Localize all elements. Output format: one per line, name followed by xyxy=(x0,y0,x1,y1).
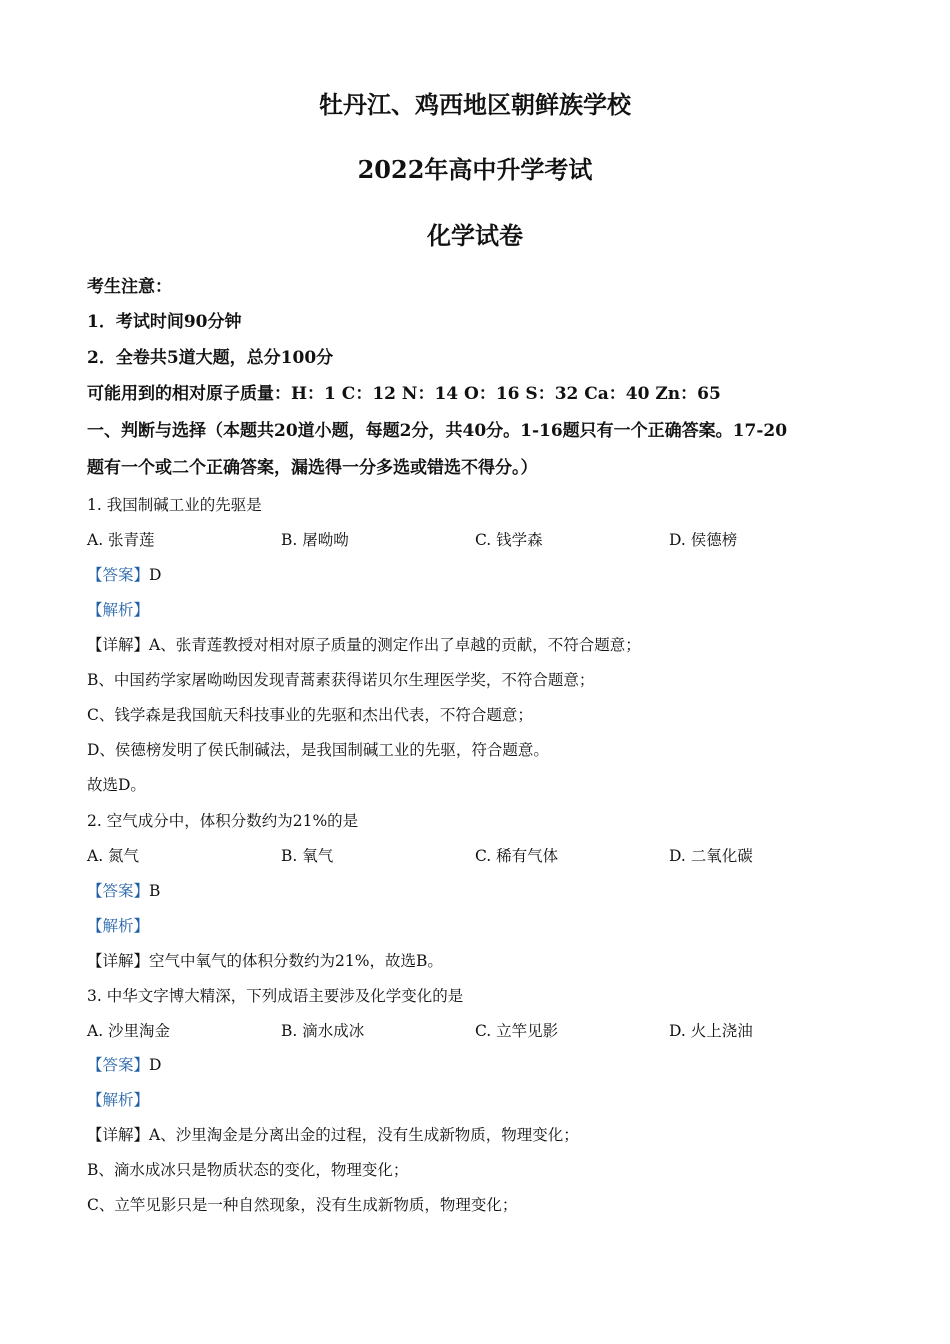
question-1-analysis-tag: 【解析】 xyxy=(87,601,150,619)
answer-value: D xyxy=(149,566,162,584)
notice-item-score: 2．全卷共5道大题，总分100分 xyxy=(87,348,334,368)
question-2-option-a: A. 氮气 xyxy=(87,847,140,865)
answer-tag: 【答案】 xyxy=(87,566,150,584)
question-1-stem: 1. 我国制碱工业的先驱是 xyxy=(87,496,262,514)
question-3-detail-line: 【详解】A、沙里淘金是分离出金的过程，没有生成新物质，物理变化； xyxy=(87,1126,579,1144)
question-1-detail-line: 【详解】A、张青莲教授对相对原子质量的测定作出了卓越的贡献，不符合题意； xyxy=(87,636,641,654)
question-2-option-c: C. 稀有气体 xyxy=(475,847,559,865)
section-heading-line1: 一、判断与选择（本题共20道小题，每题2分，共40分。1-16题只有一个正确答案。17-20 xyxy=(87,421,788,441)
question-3-answer xyxy=(87,1054,877,1076)
question-1-option-a: A. 张青莲 xyxy=(87,531,155,549)
notice-heading: 考生注意： xyxy=(87,277,172,297)
question-3-option-a: A. 沙里淘金 xyxy=(87,1022,171,1040)
document-title-subject: 化学试卷 xyxy=(427,221,523,250)
question-1-answer xyxy=(87,564,877,586)
question-1-conclusion: 故选D。 xyxy=(87,776,146,794)
answer-tag: 【答案】 xyxy=(87,882,150,900)
question-3-analysis-tag: 【解析】 xyxy=(87,1091,150,1109)
question-3-option-c: C. 立竿见影 xyxy=(475,1022,559,1040)
answer-tag: 【答案】 xyxy=(87,1056,150,1074)
answer-value: B xyxy=(149,882,161,900)
section-heading-line2: 题有一个或二个正确答案，漏选得一分多选或错选不得分。） xyxy=(87,458,538,478)
question-1-option-c: C. 钱学森 xyxy=(475,531,543,549)
atomic-masses: 可能用到的相对原子质量：H：1 C：12 N：14 O：16 S：32 Ca：40 Zn：65 xyxy=(87,384,721,404)
notice-item-time: 1．考试时间90分钟 xyxy=(87,312,242,332)
question-2-answer xyxy=(87,880,877,902)
question-1-option-d: D. 侯德榜 xyxy=(669,531,738,549)
question-3-option-d: D. 火上浇油 xyxy=(669,1022,753,1040)
question-2-analysis-tag: 【解析】 xyxy=(87,917,150,935)
question-3-stem: 3. 中华文字博大精深，下列成语主要涉及化学变化的是 xyxy=(87,987,464,1005)
question-2-option-b: B. 氧气 xyxy=(281,847,334,865)
question-2-detail-line: 【详解】空气中氧气的体积分数约为21%，故选B。 xyxy=(87,952,443,970)
document-title-exam: 2022年高中升学考试 xyxy=(357,155,593,184)
question-3-detail-line: C、立竿见影只是一种自然现象，没有生成新物质，物理变化； xyxy=(87,1196,518,1214)
question-3-option-b: B. 滴水成冰 xyxy=(281,1022,365,1040)
answer-value: D xyxy=(149,1056,162,1074)
question-1-detail-line: D、侯德榜发明了侯氏制碱法，是我国制碱工业的先驱，符合题意。 xyxy=(87,741,549,759)
question-3-detail-line: B、滴水成冰只是物质状态的变化，物理变化； xyxy=(87,1161,409,1179)
question-2-stem: 2. 空气成分中，体积分数约为21%的是 xyxy=(87,812,359,830)
document-title-school: 牡丹江、鸡西地区朝鲜族学校 xyxy=(319,90,631,119)
question-1-detail-line: C、钱学森是我国航天科技事业的先驱和杰出代表，不符合题意； xyxy=(87,706,533,724)
question-1-option-b: B. 屠呦呦 xyxy=(281,531,349,549)
question-2-option-d: D. 二氧化碳 xyxy=(669,847,753,865)
question-1-detail-line: B、中国药学家屠呦呦因发现青蒿素获得诺贝尔生理医学奖，不符合题意； xyxy=(87,671,595,689)
